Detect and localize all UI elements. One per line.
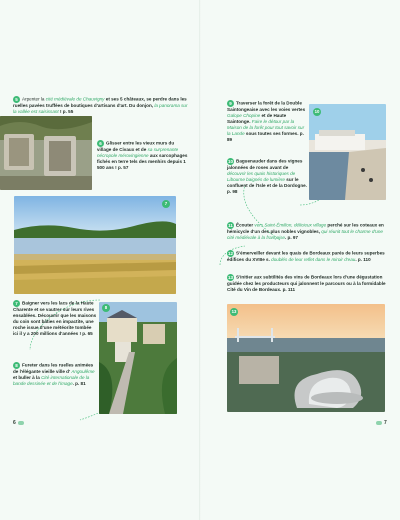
inline-link[interactable]: vers Saint-Émilion, délicieux village	[254, 222, 327, 228]
item-8: 8 Fureter dans les ruelles animées de l'élégante vieille ville d' Angoulême et buller à la Cité internationale de la bande dessinée et de l'image. p. 81	[13, 362, 95, 387]
inline-link[interactable]: découvrir les quais historiques de Libourne baignés de lumière	[227, 171, 296, 183]
photo-badge-8: 8	[102, 304, 110, 312]
folio-ornament-icon	[376, 421, 382, 425]
photo-cite-du-vin	[227, 304, 385, 412]
number-badge: 11	[228, 223, 233, 228]
inline-link[interactable]: cité médiévale de Chauvigny	[45, 96, 105, 102]
photo-badge-10: 10	[314, 109, 320, 114]
item-10: 10 Baguenauder dans des vignes jalonnées de roses avant de découvrir les quais historiques de Libourne baignés de lumière sur le confluent de l'Isle et de la Dordogne. p. 98	[227, 158, 307, 195]
item-12: 12 S'émerveiller devant les quais de Bordeaux parés de leurs superbes édifices du XVIIIe s. doublés de leur reflet dans le miroir d'eau. p. 110	[227, 250, 385, 262]
number-badge: 8	[13, 362, 20, 369]
number-badge: 12	[227, 251, 233, 256]
photo-sarcophagi	[0, 116, 92, 190]
item-13: 13 S'initier aux subtilités des vins de Bordeaux lors d'une dégustation guidée chez les producteurs qui jalonnent le parcours ou à la formidable Cité du Vin de Bordeaux. p. 111	[227, 274, 386, 293]
item-7: 7 Baigner vers les lacs de la Haute Charente et se vautrer sur leurs rives ensablées. Découvrir que les maisons du coin sont bâties en impactite, une roche issue d'une météorite tombée ici il y a 200 millions d'années ! p. 65	[13, 300, 97, 337]
inline-link[interactable]: la panorama sur la vallée est saisissant	[13, 103, 188, 115]
inline-link[interactable]: Angoulême	[71, 369, 95, 374]
number-badge: 13	[227, 275, 233, 280]
number-badge: 9	[227, 100, 234, 107]
number-badge: 10	[227, 159, 233, 164]
number-badge: 6	[97, 140, 104, 147]
photo-badge-7: 7	[162, 200, 170, 208]
inline-link[interactable]: qui réunit tout le charme d'une cité médiévale à la française	[227, 229, 383, 241]
photo-libourne-quay	[309, 104, 386, 200]
inline-link[interactable]: sa surprenante nécropole mérovingienne	[97, 147, 179, 159]
inline-link[interactable]: Galope Chopine	[227, 113, 261, 119]
inline-link[interactable]: Faire le détour par la Maison de la forêt pour tout savoir sur la Lande	[227, 119, 305, 137]
number-badge: 7	[13, 300, 20, 307]
inline-link[interactable]: Cité internationale de la bande dessinée et de l'image	[13, 375, 90, 387]
photo-badge-13: 13	[231, 309, 237, 314]
item-9: 9 Traverser la forêt de la Double Saintongeaise avec les voies vertes Galope Chopine et de Haute Saintonge. Faire le détour par la Maison de la forêt pour tout savoir sur la Lande sous toutes ses formes. p. 89	[227, 100, 306, 143]
photo-lake	[14, 196, 176, 294]
photo-angouleme	[99, 302, 177, 414]
left-page-number: 6	[13, 420, 26, 426]
inline-link[interactable]: doublés de leur reflet dans le miroir d'eau	[269, 257, 356, 262]
number-badge: 5	[13, 96, 20, 103]
right-page-number: 7	[374, 420, 387, 426]
folio-ornament-icon	[18, 421, 24, 425]
item-6: 6 Glisser entre les vieux murs du village de Civaux et de sa surprenante nécropole mérovingienne aux sarcophages fichés en terre tels des menhirs depuis 1 500 ans ! p. 57	[97, 140, 188, 171]
item-5: 5 Arpenter la cité médiévale de Chauvigny et ses 5 châteaux, se perdre dans les ruelles pavées truffées de boutiques d'artisans d'art. Du donjon, la panorama sur la vallée est saisissant ! p. 55	[13, 96, 188, 115]
item-11: 11 Écouter vers Saint-Émilion, délicieux village perché sur les coteaux en hémicycle d'un des plus nobles vignobles, qui réunit tout le charme d'une cité médiévale à la française. p. 97	[227, 222, 384, 241]
